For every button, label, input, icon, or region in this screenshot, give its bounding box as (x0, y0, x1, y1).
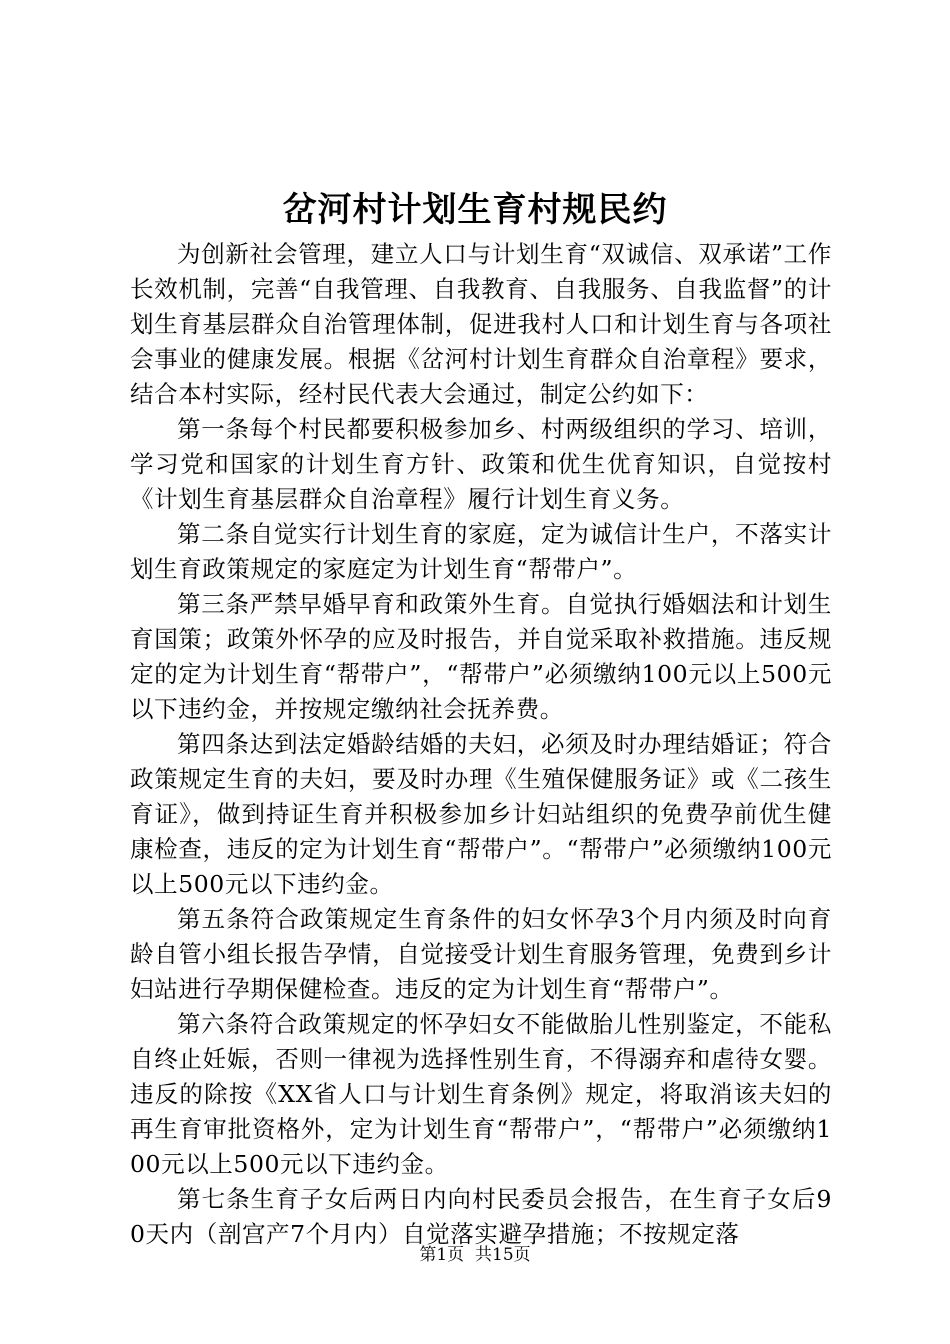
paragraph-article-4: 第四条达到法定婚龄结婚的夫妇，必须及时办理结婚证；符合政策规定生育的夫妇，要及时办理《生殖保健服务证》或《二孩生育证》，做到持证生育并积极参加乡计妇站组织的免费孕前优生健康检查，违反的定为计划生育“帮带户”。“帮带户”必须缴纳100元以上500元以下违约金。 (130, 730, 832, 898)
paragraph-article-6: 第六条符合政策规定的怀孕妇女不能做胎儿性别鉴定，不能私自终止妊娠，否则一律视为选择性别生育，不得溺弃和虐待女婴。违反的除按《XX省人口与计划生育条例》规定，将取消该夫妇的再生育审批资格外，定为计划生育“帮带户”，“帮带户”必须缴纳100元以上500元以下违约金。 (130, 1010, 832, 1178)
document-body (130, 237, 832, 1252)
page-footer (0, 1243, 950, 1267)
paragraph-article-5: 第五条符合政策规定生育条件的妇女怀孕3个月内须及时向育龄自管小组长报告孕情，自觉接受计划生育服务管理，免费到乡计妇站进行孕期保健检查。违反的定为计划生育“帮带户”。 (130, 905, 832, 1003)
paragraph-article-7: 第七条生育子女后两日内向村民委员会报告，在生育子女后90天内（剖宫产7个月内）自觉落实避孕措施；不按规定落 (130, 1185, 832, 1248)
paragraph-article-1: 第一条每个村民都要积极参加乡、村两级组织的学习、培训，学习党和国家的计划生育方针、政策和优生优育知识，自觉按村《计划生育基层群众自治章程》履行计划生育义务。 (130, 415, 832, 513)
page-number: 第1页 (419, 1245, 465, 1265)
footer-spacer (464, 1245, 475, 1265)
document-title: 岔河村计划生育村规民约 (282, 190, 668, 230)
paragraph-article-3: 第三条严禁早婚早育和政策外生育。自觉执行婚姻法和计划生育国策；政策外怀孕的应及时报告，并自觉采取补救措施。违反规定的定为计划生育“帮带户”，“帮带户”必须缴纳100元以上500元以下违约金，并按规定缴纳社会抚养费。 (130, 590, 832, 723)
paragraph-intro: 为创新社会管理，建立人口与计划生育“双诚信、双承诺”工作长效机制，完善“自我管理、自我教育、自我服务、自我监督”的计划生育基层群众自治管理体制，促进我村人口和计划生育与各项社会事业的健康发展。根据《岔河村计划生育群众自治章程》要求，结合本村实际，经村民代表大会通过，制定公约如下： (130, 240, 832, 408)
page-total: 共15页 (475, 1245, 531, 1265)
paragraph-article-2: 第二条自觉实行计划生育的家庭，定为诚信计生户，不落实计划生育政策规定的家庭定为计划生育“帮带户”。 (130, 520, 832, 583)
